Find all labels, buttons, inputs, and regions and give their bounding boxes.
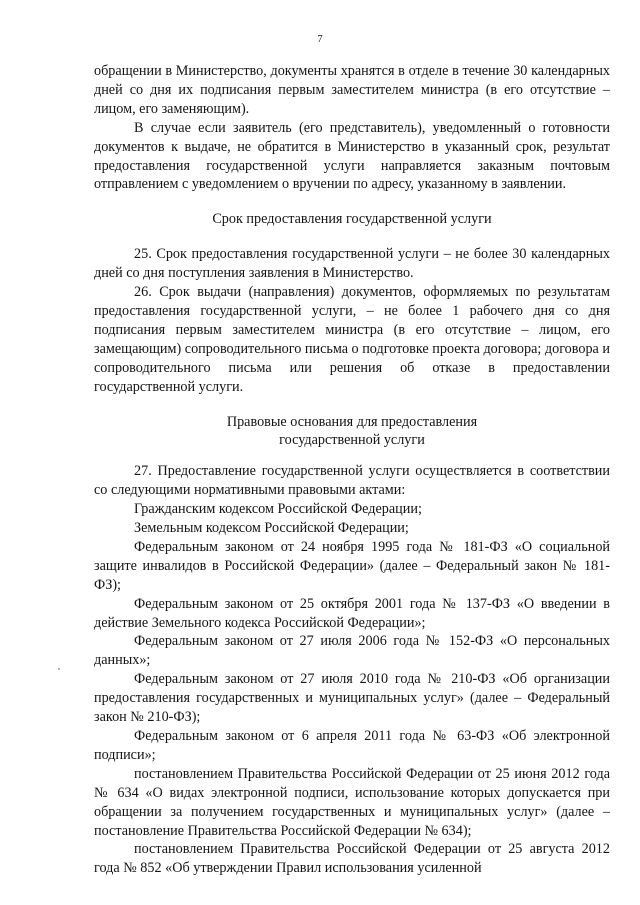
paragraph-26: 26. Срок выдачи (направления) документов, оформляемых по результатам предоставления государственной услуги, – не более 1 рабочего дня со дня подписания первым заместителем министра (в его отсутствие – лицом, его замещающим) сопроводительного письма о подготовке проекта договора; договора и сопроводительного письма или решения об отказе в предоставлении государственной услуги. (94, 284, 610, 395)
law-item: Федеральным законом от 27 июля 2006 года № 152-ФЗ «О персональных данных»; (94, 633, 610, 669)
law-item: постановлением Правительства Российской Федерации от 25 августа 2012 года № 852 «Об утверждении Правил использования усиленной (94, 841, 610, 877)
law-item: Федеральным законом от 27 июля 2010 года № 210-ФЗ «Об организации предоставления государственных и муниципальных услуг» (далее – Федеральный закон № 210-ФЗ); (94, 671, 610, 726)
document-body (94, 62, 610, 878)
paragraph-25: 25. Срок предоставления государственной услуги – не более 30 календарных дней со дня поступления заявления в Министерство. (94, 246, 610, 282)
law-item: Земельным кодексом Российской Федерации; (134, 520, 409, 537)
law-item: Гражданским кодексом Российской Федерации; (134, 501, 422, 518)
law-item: постановлением Правительства Российской Федерации от 25 июня 2012 года № 634 «О видах электронной подписи, использование которых допускается при обращении за получением государственных и муниципальных услуг» (далее – постановление Правительства Российской Федерации № 634); (94, 765, 610, 839)
margin-mark (58, 668, 60, 670)
law-item: Федеральным законом от 24 ноября 1995 года № 181-ФЗ «О социальной защите инвалидов в Российской Федерации» (далее – Федеральный закон № 181-ФЗ); (94, 538, 610, 593)
law-item: Федеральным законом от 25 октября 2001 года № 137-ФЗ «О введении в действие Земельного кодекса Российской Федерации»; (94, 595, 610, 631)
section-heading-legal-basis-line1: Правовые основания для предоставления (226, 413, 478, 430)
section-heading-term: Срок предоставления государственной услуги (212, 211, 492, 228)
page-number: 7 (317, 34, 323, 45)
paragraph-continuation: обращении в Министерство, документы хранятся в отделе в течение 30 календарных дней со дня их подписания первым заместителем министра (в его отсутствие – лицом, его заменяющим). (94, 63, 610, 117)
law-item: Федеральным законом от 6 апреля 2011 года № 63-ФЗ «Об электронной подписи»; (94, 728, 610, 763)
section-heading-legal-basis-line2: государственной услуги (279, 432, 425, 449)
paragraph-not-collected: В случае если заявитель (его представитель), уведомленный о готовности документов к выдаче, не обратится в Министерство в указанный срок, результат предоставления государственной услуги направляется заказным почтовым отправлением с уведомлением о вручении по адресу, указанному в заявлении. (94, 119, 610, 193)
paragraph-27: 27. Предоставление государственной услуги осуществляется в соответствии со следующими нормативными правовыми актами: (94, 463, 610, 499)
